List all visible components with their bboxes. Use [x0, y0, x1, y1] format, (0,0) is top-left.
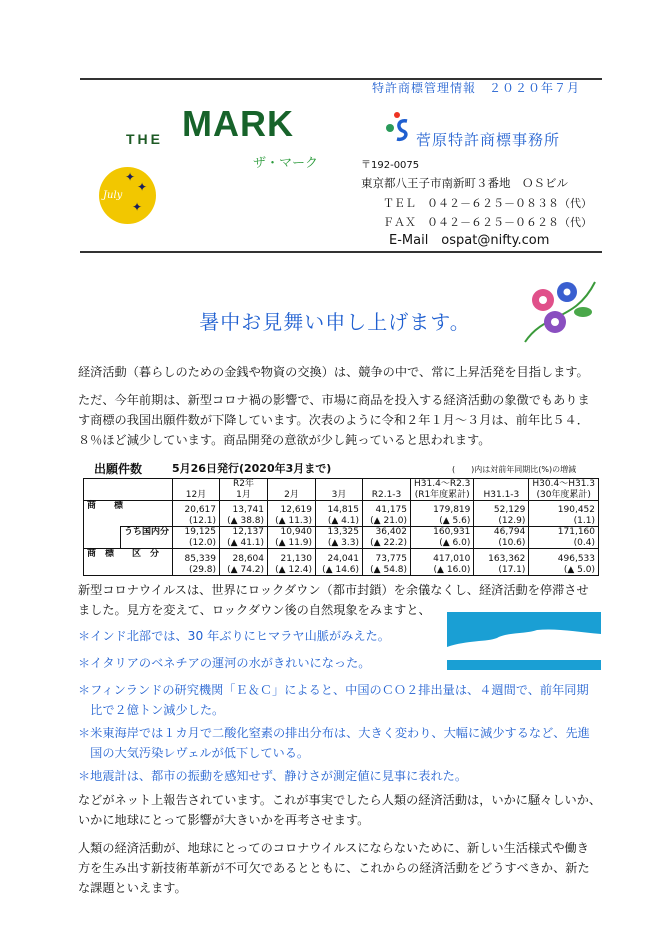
intro-line: す商標の我国出願件数が下降しています。次表のように令和２年１月～３月は、前年比５４．	[78, 413, 589, 427]
flower-icon: ✦	[125, 170, 136, 184]
masthead-kana: ザ・マーク	[253, 156, 319, 171]
table-row	[84, 549, 599, 576]
header-bottom-rule	[80, 251, 602, 253]
row-label: 商 標 区 分	[84, 549, 173, 576]
bullet-item-cont: 国の大気汚染レヴェルが低下している。	[78, 746, 310, 760]
table-title: 出願件数	[94, 462, 143, 476]
newsletter-info: 特許商標管理情報 ２０２０年７月	[372, 81, 581, 95]
intro-line: 経済活動（暮らしのための金銭や物資の交換）は、競争の中で、常に上昇活発を目指します。	[78, 365, 589, 379]
july-flower-badge	[99, 167, 156, 224]
tel: ＴＥＬ ０４２－６２５－０８３８（代）	[383, 197, 592, 210]
final-line: 方を生み出す新技術革新が不可欠であるとともに、これからの経済活動をどうすべきか、新た	[78, 861, 590, 875]
cell: 496,533 (▲ 5.0)	[529, 549, 599, 576]
cell: 52,129 (12.9)	[474, 501, 529, 527]
cell: 46,794 (10.6)	[474, 527, 529, 549]
sky-photo	[447, 612, 601, 670]
column-header: H31.4～R2.3 (R1年度累計)	[411, 479, 474, 501]
cell: 24,041 (▲ 14.6)	[316, 549, 363, 576]
cell: 160,931 (▲ 6.0)	[411, 527, 474, 549]
final-line: 人類の経済活動が、地球にとってのコロナウイルスにならないために、新しい生活様式や働き	[78, 841, 589, 855]
morning-glory-icon	[515, 272, 605, 347]
postal-code: 〒192-0075	[361, 160, 420, 171]
email-link[interactable]: E-Mail ospat@nifty.com	[389, 233, 550, 248]
column-header: H31.1-3	[474, 479, 529, 501]
cell: 163,362 (17.1)	[474, 549, 529, 576]
cell: 10,940 (▲ 11.9)	[268, 527, 316, 549]
cell: 20,617 (12.1)	[173, 501, 220, 527]
bullet-item: ＊イタリアのベネチアの運河の水がきれいになった。	[78, 656, 371, 670]
row-sublabel: うち国内分	[121, 527, 173, 549]
table-row	[84, 527, 599, 549]
corona-line: ました。見方を変えて、ロックダウン後の自然現象をみますと、	[78, 603, 431, 617]
table-row	[84, 501, 599, 527]
bullet-item-cont: 比で２億トン減少した。	[78, 703, 225, 717]
cell: 179,819 (▲ 5.6)	[411, 501, 474, 527]
flower-icon: ✦	[137, 180, 148, 194]
row-label: 商 標	[84, 501, 173, 527]
table-corner	[84, 479, 173, 501]
cell: 417,010 (▲ 16.0)	[411, 549, 474, 576]
column-header: H30.4～H31.3 (30年度累計)	[529, 479, 599, 501]
bullet-item: ＊米東海岸では１カ月で二酸化窒素の排出分布は、大きく変わり、大幅に減少するなど、先進	[78, 726, 590, 740]
row-label-spacer	[84, 527, 121, 549]
masthead-title: MARK	[182, 103, 294, 144]
cell: 13,741 (▲ 38.8)	[220, 501, 268, 527]
flower-icon: ✦	[132, 200, 143, 214]
address: 東京都八王子市南新町３番地 ＯＳビル	[361, 176, 568, 190]
cell: 73,775 (▲ 54.8)	[363, 549, 411, 576]
cell: 14,815 (▲ 4.1)	[316, 501, 363, 527]
bullet-item: ＊地震計は、都市の振動を感知せず、静けさが測定値に見事に表れた。	[78, 769, 468, 783]
closing-line: などがネット上報告されています。これが事実でしたら人類の経済活動は，いかに騒々しいか、	[78, 793, 602, 807]
header-top-rule	[80, 78, 602, 80]
column-header: 3月	[316, 479, 363, 501]
column-header: 12月	[173, 479, 220, 501]
cell: 19,125 (12.0)	[173, 527, 220, 549]
cloud-icon	[447, 612, 601, 670]
fax: ＦＡＸ ０４２－６２５－０６２８（代）	[383, 216, 592, 229]
cell: 12,137 (▲ 41.1)	[220, 527, 268, 549]
cell: 41,175 (▲ 21.0)	[363, 501, 411, 527]
bullet-item: ＊フィンランドの研究機関「Ｅ＆Ｃ」によると、中国のＣＯ２排出量は、４週間で、前年同期	[78, 683, 589, 697]
cell: 171,160 (0.4)	[529, 527, 599, 549]
corona-line: 新型コロナウイルスは、世界にロックダウン（都市封鎖）を余儀なくし、経済活動を停滞させ	[78, 583, 589, 597]
closing-line: いかに地球にとって影響が大きいかを再考させます。	[78, 813, 370, 827]
cell: 190,452 (1.1)	[529, 501, 599, 527]
cell: 85,339 (29.8)	[173, 549, 220, 576]
office-name: 菅原特許商標事務所	[416, 131, 561, 149]
intro-line: ただ、今年前期は、新型コロナ禍の影響で、市場に商品を投入する経済活動の象徴でもありま	[78, 393, 590, 407]
month-badge-label: July	[103, 190, 123, 201]
cell: 12,619 (▲ 11.3)	[268, 501, 316, 527]
cell: 13,325 (▲ 3.3)	[316, 527, 363, 549]
office-logo-icon	[383, 109, 411, 143]
cell: 21,130 (▲ 12.4)	[268, 549, 316, 576]
table-note: ( )内は対前年同期比(%)の増減	[452, 465, 577, 474]
table-issue: 5月26日発行(2020年3月まで)	[172, 462, 332, 475]
filings-table	[83, 478, 599, 576]
column-header: R2.1-3	[363, 479, 411, 501]
intro-line: ８％ほど減少しています。商品開発の意欲が少し鈍っていると思われます。	[78, 433, 491, 447]
summer-greeting: 暑中お見舞い申し上げます。	[199, 310, 471, 334]
table-header-row	[84, 479, 599, 501]
masthead-the: THE	[126, 131, 163, 147]
cell: 28,604 (▲ 74.2)	[220, 549, 268, 576]
column-header: R2年 1月	[220, 479, 268, 501]
final-line: な課題といえます。	[78, 881, 187, 895]
cell: 36,402 (▲ 22.2)	[363, 527, 411, 549]
column-header: 2月	[268, 479, 316, 501]
bullet-item: ＊インド北部では、30 年ぶりにヒマラヤ山脈がみえた。	[78, 629, 390, 643]
